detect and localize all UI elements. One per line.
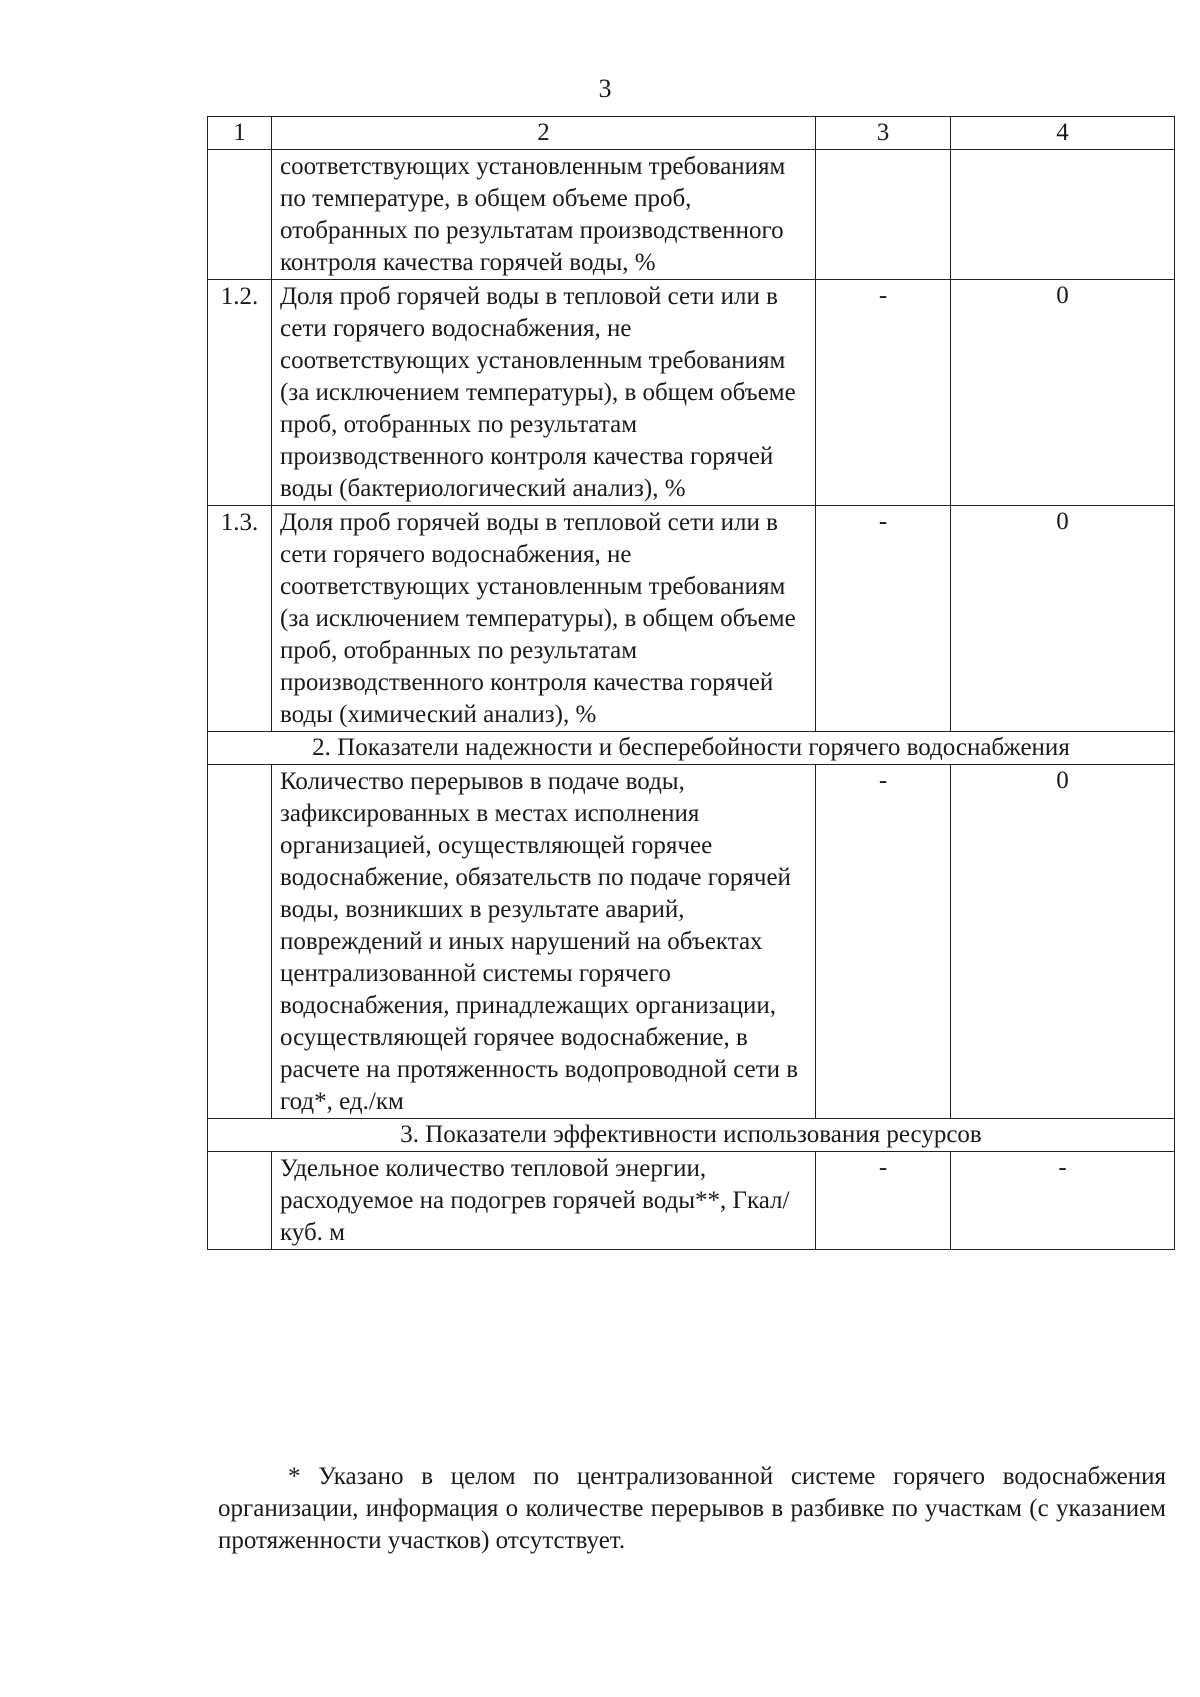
table-row-1-3 <box>208 506 1175 732</box>
column-header-3: 3 <box>816 117 951 150</box>
section-3-row <box>208 1119 1175 1152</box>
footnote: * Указано в целом по централизованной системе горячего водоснабжения организации, информация о количестве перерывов в разбивке по участкам (с указанием протяженности участков) отсутствует. <box>218 1463 1166 1554</box>
column-header-1: 1 <box>208 117 272 150</box>
row-number <box>208 1152 272 1250</box>
row-description: Удельное количество тепловой энергии, расходуемое на подогрев горячей воды**, Гкал/ куб. м <box>272 1152 816 1250</box>
table-row-2 <box>208 765 1175 1119</box>
row-number <box>208 150 272 280</box>
section-2-row <box>208 732 1175 765</box>
row-description: Количество перерывов в подаче воды, зафиксированных в местах исполнения организацией, осуществляющей горячее водоснабжение, обязательств по подаче горячей воды, возникших в результате аварий, повреждений и иных нарушений на объектах централизованной системы горячего водоснабжения, принадлежащих организации, осуществляющей горячее водоснабжение, в расчете на протяженность водопроводной сети в год*, ед./км <box>272 765 816 1119</box>
row-value-col3: - <box>816 1152 951 1250</box>
row-description: соответствующих установленным требованиям по температуре, в общем объеме проб, отобранных по результатам производственного контроля качества горячей воды, % <box>272 150 816 280</box>
table-row-1-2 <box>208 280 1175 506</box>
row-value-col3: - <box>816 765 951 1119</box>
row-number: 1.2. <box>208 280 272 506</box>
column-header-4: 4 <box>951 117 1175 150</box>
page-number: 3 <box>598 74 612 103</box>
row-value-col4 <box>951 150 1175 280</box>
row-description: Доля проб горячей воды в тепловой сети или в сети горячего водоснабжения, не соответствующих установленным требованиям (за исключением температуры), в общем объеме проб, отобранных по результатам производственного контроля качества горячей воды (химический анализ), % <box>272 506 816 732</box>
table-row-3 <box>208 1152 1175 1250</box>
row-value-col3 <box>816 150 951 280</box>
row-value-col3: - <box>816 506 951 732</box>
row-value-col4: 0 <box>951 765 1175 1119</box>
section-2-title: 2. Показатели надежности и бесперебойности горячего водоснабжения <box>208 732 1175 765</box>
section-3-title: 3. Показатели эффективности использования ресурсов <box>208 1119 1175 1152</box>
row-description: Доля проб горячей воды в тепловой сети или в сети горячего водоснабжения, не соответствующих установленным требованиям (за исключением температуры), в общем объеме проб, отобранных по результатам производственного контроля качества горячей воды (бактериологический анализ), % <box>272 280 816 506</box>
row-number <box>208 765 272 1119</box>
row-value-col4: 0 <box>951 506 1175 732</box>
row-value-col3: - <box>816 280 951 506</box>
table-row-continuation <box>208 150 1175 280</box>
row-value-col4: 0 <box>951 280 1175 506</box>
indicators-table <box>207 116 1175 1250</box>
row-number: 1.3. <box>208 506 272 732</box>
table-header-row <box>208 117 1175 150</box>
row-value-col4: - <box>951 1152 1175 1250</box>
column-header-2: 2 <box>272 117 816 150</box>
